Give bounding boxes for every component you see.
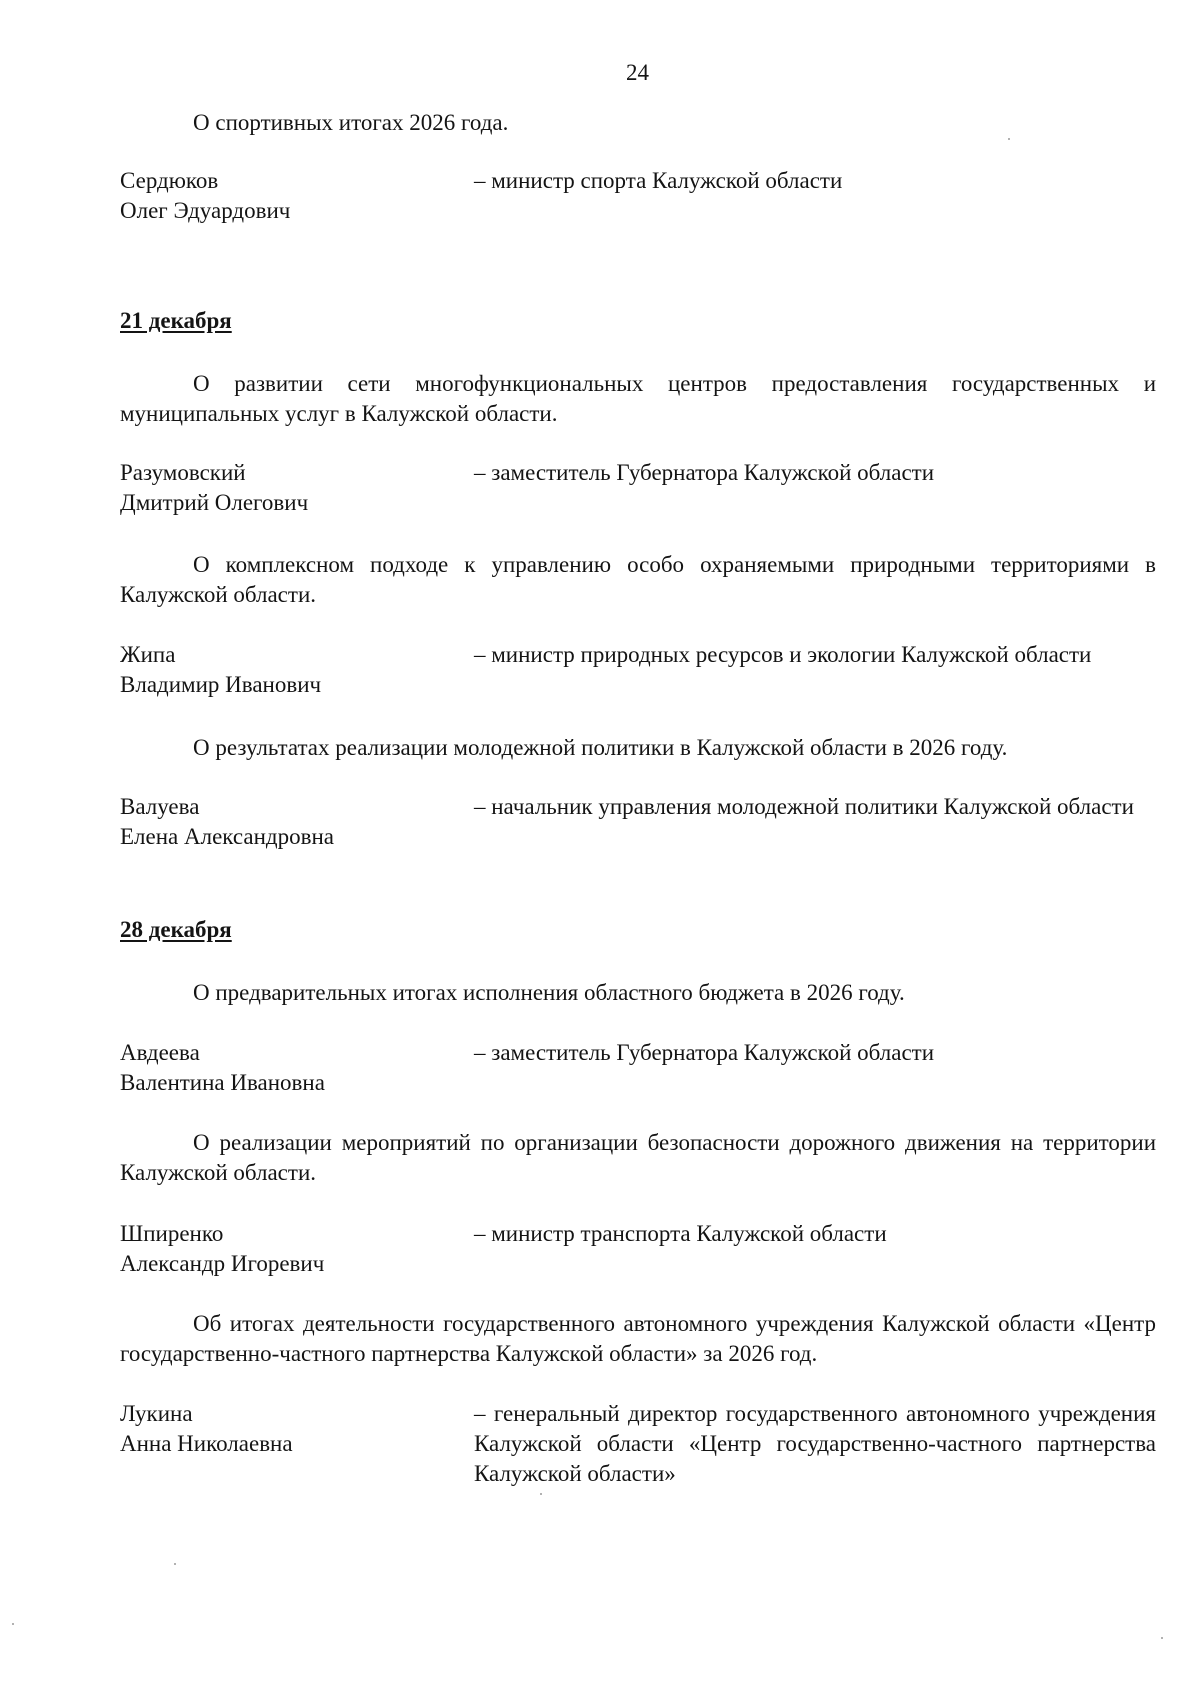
speaker-given-names: Валентина Ивановна <box>120 1070 325 1095</box>
speaker-surname: Разумовский <box>120 460 246 485</box>
speaker-surname: Валуева <box>120 794 200 819</box>
speaker-name <box>120 792 440 852</box>
scan-speck <box>1161 1637 1163 1639</box>
agenda-topic: О спортивных итогах 2026 года. <box>193 110 509 135</box>
speaker-given-names: Владимир Иванович <box>120 672 322 697</box>
speaker-name <box>120 1038 440 1098</box>
speaker-role: – министр природных ресурсов и экологии Калужской области <box>474 642 1092 667</box>
speaker-name <box>120 640 440 700</box>
speaker-role: – министр транспорта Калужской области <box>474 1221 887 1246</box>
speaker-name <box>120 1399 440 1459</box>
agenda-topic: О результатах реализации молодежной политики в Калужской области в 2026 году. <box>193 735 1008 760</box>
page-number: 24 <box>626 60 649 85</box>
scan-speck <box>1008 138 1010 140</box>
agenda-topic: Об итогах деятельности государственного автономного учреждения Калужской области «Центр государственно-частного партнерства Калужской области» за 2026 год. <box>120 1311 1156 1366</box>
speaker-role: – начальник управления молодежной политики Калужской области <box>474 794 1134 819</box>
speaker-given-names: Елена Александровна <box>120 824 334 849</box>
speaker-role: – генеральный директор государственного автономного учреждения Калужской области «Центр государственно-частного партнерства Калужской области» <box>474 1401 1156 1486</box>
agenda-topic: О развитии сети многофункциональных центров предоставления государственных и муниципальных услуг в Калужской области. <box>120 371 1156 426</box>
speaker-given-names: Дмитрий Олегович <box>120 490 309 515</box>
speaker-name <box>120 166 440 226</box>
scan-speck <box>12 1623 14 1625</box>
agenda-topic: О предварительных итогах исполнения областного бюджета в 2026 году. <box>193 980 905 1005</box>
speaker-surname: Сердюков <box>120 168 219 193</box>
date-heading: 28 декабря <box>120 917 232 942</box>
speaker-surname: Лукина <box>120 1401 193 1426</box>
speaker-role: – заместитель Губернатора Калужской области <box>474 460 935 485</box>
speaker-name <box>120 1219 440 1279</box>
speaker-role: – министр спорта Калужской области <box>474 168 843 193</box>
scan-speck <box>540 1493 542 1495</box>
speaker-role: – заместитель Губернатора Калужской области <box>474 1040 935 1065</box>
speaker-surname: Шпиренко <box>120 1221 224 1246</box>
speaker-surname: Жипа <box>120 642 176 667</box>
speaker-surname: Авдеева <box>120 1040 200 1065</box>
speaker-name <box>120 458 440 518</box>
scan-speck <box>174 1563 176 1565</box>
speaker-given-names: Олег Эдуардович <box>120 198 291 223</box>
speaker-given-names: Анна Николаевна <box>120 1431 293 1456</box>
date-heading: 21 декабря <box>120 308 232 333</box>
agenda-topic: О комплексном подходе к управлению особо охраняемыми природными территориями в Калужской области. <box>120 552 1156 607</box>
agenda-topic: О реализации мероприятий по организации безопасности дорожного движения на территории Калужской области. <box>120 1130 1156 1185</box>
speaker-given-names: Александр Игоревич <box>120 1251 325 1276</box>
